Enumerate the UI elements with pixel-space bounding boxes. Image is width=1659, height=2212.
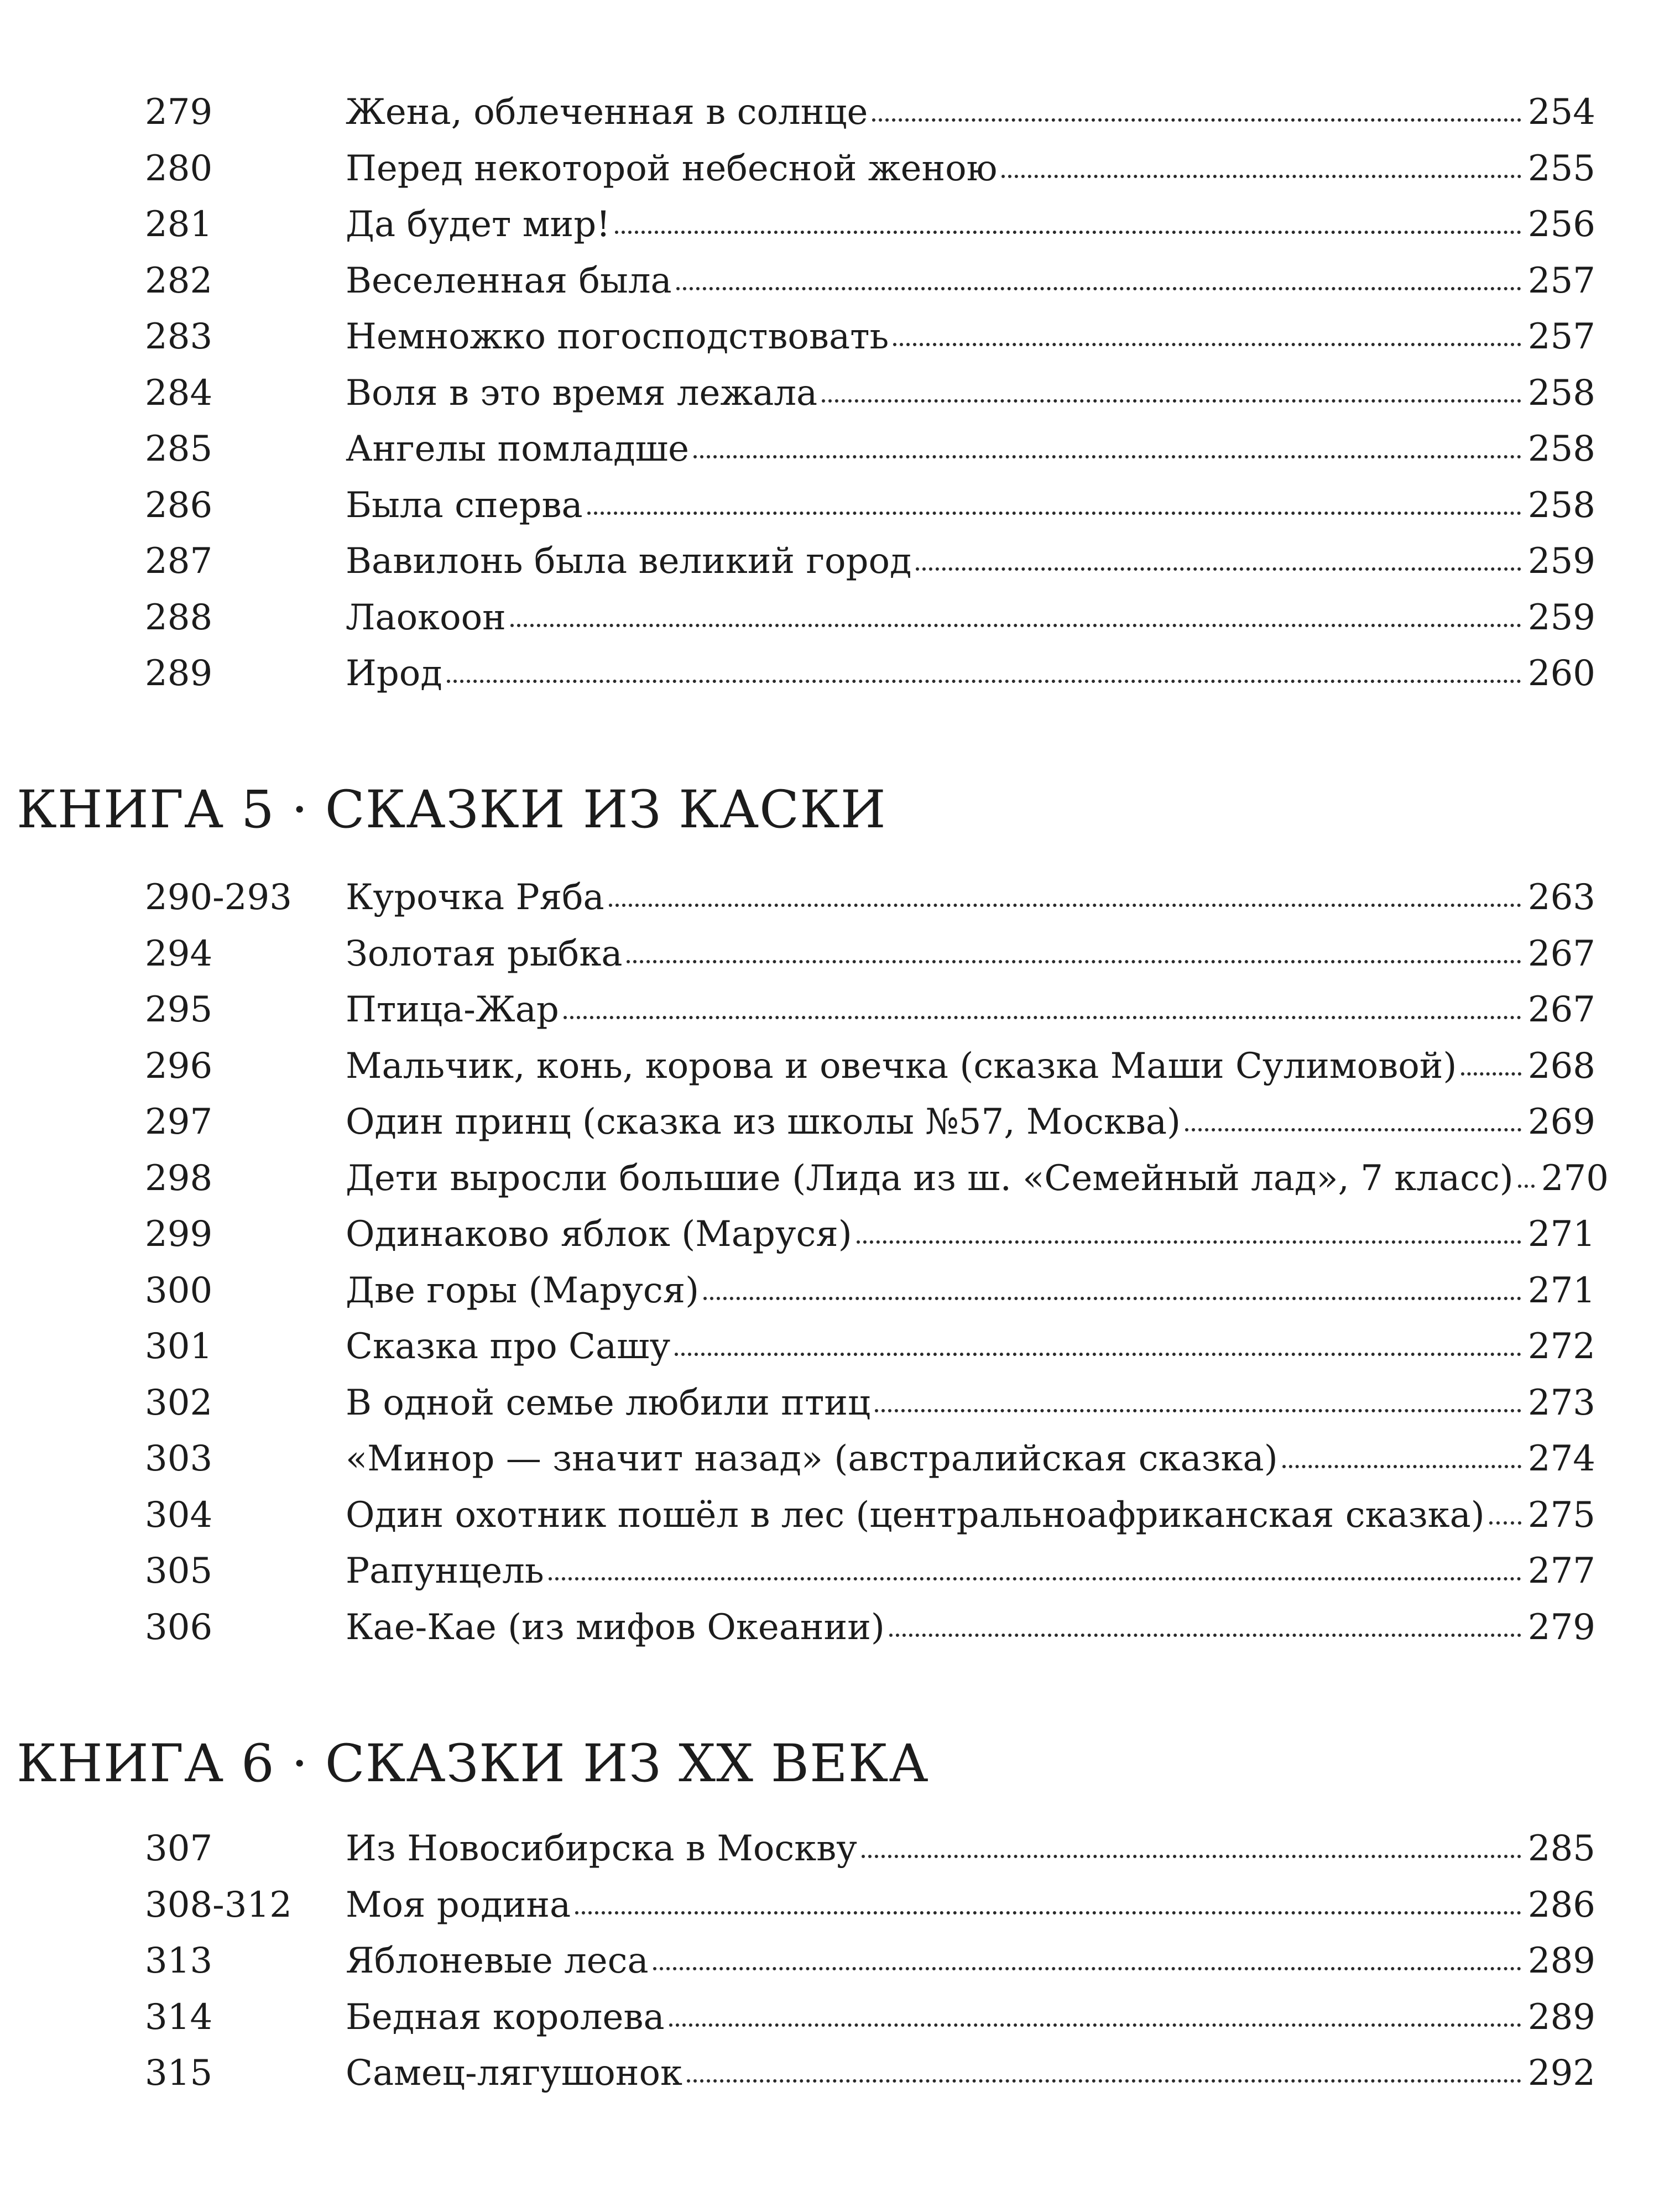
toc-entry[interactable] (0, 534, 1659, 590)
entry-page-number: 260 (1527, 653, 1595, 694)
toc-entry[interactable] (0, 926, 1659, 983)
entry-title: Кае-Кае (из мифов Океании) (346, 1606, 885, 1648)
entry-number: 307 (145, 1828, 213, 1869)
toc-entry[interactable] (0, 2046, 1659, 2102)
dot-leader (564, 1016, 1521, 1019)
toc-entry[interactable] (0, 590, 1659, 646)
entry-title: В одной семье любили птиц (346, 1382, 871, 1423)
entry-title: Ангелы помладше (346, 429, 690, 469)
dot-leader (447, 680, 1521, 683)
entry-title: Самец-лягушонок (346, 2053, 682, 2094)
entry-number: 313 (145, 1940, 213, 1981)
entry-number: 286 (145, 484, 213, 526)
dot-leader (1461, 1072, 1521, 1076)
book6-heading (17, 1731, 929, 1797)
dot-leader (862, 1855, 1521, 1858)
toc-section-continued (0, 85, 1659, 702)
entry-page-number: 257 (1527, 316, 1595, 357)
entry-page-number: 274 (1527, 1438, 1595, 1479)
entry-number: 285 (145, 429, 213, 469)
entry-page-number: 271 (1527, 1270, 1595, 1311)
entry-title: Золотая рыбка (346, 933, 623, 974)
toc-entry[interactable] (0, 85, 1659, 141)
entry-number: 300 (145, 1270, 213, 1311)
entry-number: 298 (145, 1157, 213, 1199)
entry-number: 283 (145, 316, 213, 357)
toc-entry[interactable] (0, 646, 1659, 702)
entry-title: Бедная королева (346, 1996, 665, 2038)
entry-number: 303 (145, 1438, 213, 1479)
dot-leader (675, 1353, 1521, 1356)
dot-leader (676, 287, 1521, 290)
entry-title: Птица-Жар (346, 989, 559, 1030)
dot-leader (693, 455, 1521, 458)
dot-leader (875, 1409, 1521, 1412)
entry-number: 289 (145, 653, 213, 694)
dot-leader (627, 960, 1521, 963)
dot-leader (687, 2079, 1521, 2083)
entry-page-number: 263 (1527, 877, 1595, 918)
toc-entry[interactable] (0, 1039, 1659, 1095)
toc-entry[interactable] (0, 253, 1659, 310)
entry-page-number: 254 (1527, 92, 1595, 133)
entry-page-number: 269 (1527, 1102, 1595, 1142)
toc-entry[interactable] (0, 1488, 1659, 1544)
entry-page-number: 292 (1527, 2053, 1595, 2094)
entry-page-number: 272 (1527, 1326, 1595, 1367)
toc-entry[interactable] (0, 1600, 1659, 1656)
entry-page-number: 255 (1527, 148, 1595, 189)
toc-entry[interactable] (0, 421, 1659, 478)
toc-entry[interactable] (0, 1207, 1659, 1263)
entry-page-number: 258 (1527, 484, 1595, 526)
entry-number: 296 (145, 1045, 213, 1087)
entry-number: 304 (145, 1494, 213, 1536)
book5-heading-book: КНИГА 5 (17, 780, 275, 840)
entry-page-number: 258 (1527, 372, 1595, 414)
toc-entry[interactable] (0, 870, 1659, 926)
entry-page-number: 256 (1527, 204, 1595, 245)
entry-title: Одинаково яблок (Маруся) (346, 1214, 852, 1255)
entry-page-number: 285 (1527, 1828, 1595, 1869)
entry-title: Перед некоторой небесной женою (346, 148, 998, 189)
book6-heading-book: КНИГА 6 (17, 1734, 275, 1794)
entry-title: Рапунцель (346, 1551, 544, 1592)
toc-entry[interactable] (0, 1821, 1659, 1877)
entry-page-number: 267 (1527, 989, 1595, 1030)
book5-heading-title: СКАЗКИ ИЗ КАСКИ (325, 780, 886, 840)
dot-leader (549, 1577, 1521, 1580)
entry-number: 297 (145, 1102, 213, 1142)
entry-page-number: 267 (1527, 933, 1595, 974)
toc-entry[interactable] (0, 366, 1659, 422)
entry-number: 281 (145, 204, 213, 245)
entry-page-number: 270 (1541, 1157, 1609, 1199)
toc-entry[interactable] (0, 141, 1659, 197)
entry-number: 299 (145, 1214, 213, 1255)
entry-title: Веселенная была (346, 260, 672, 301)
toc-entry[interactable] (0, 1094, 1659, 1151)
dot-leader (1001, 175, 1521, 178)
entry-title: Один принц (сказка из школы №57, Москва) (346, 1102, 1181, 1142)
entry-number: 290-293 (145, 877, 292, 918)
entry-title: Яблоневые леса (346, 1940, 649, 1981)
entry-number: 280 (145, 148, 213, 189)
toc-entry[interactable] (0, 1151, 1659, 1207)
entry-number: 314 (145, 1996, 213, 2038)
entry-page-number: 289 (1527, 1996, 1595, 2038)
entry-page-number: 259 (1527, 597, 1595, 638)
entry-page-number: 289 (1527, 1940, 1595, 1981)
dot-leader (669, 2023, 1521, 2027)
toc-entry[interactable] (0, 1431, 1659, 1488)
entry-title: Курочка Ряба (346, 877, 604, 918)
entry-page-number: 279 (1527, 1606, 1595, 1648)
toc-entry[interactable] (0, 478, 1659, 534)
toc-entry[interactable] (0, 309, 1659, 366)
toc-entry[interactable] (0, 982, 1659, 1039)
entry-title: Вавилонь была великий город (346, 541, 912, 582)
toc-entry[interactable] (0, 1319, 1659, 1375)
heading-separator: · (291, 780, 309, 840)
entry-page-number: 273 (1527, 1382, 1595, 1423)
dot-leader (1518, 1185, 1535, 1188)
entry-title: Немножко погосподствовать (346, 316, 889, 357)
toc-entry[interactable] (0, 1933, 1659, 1990)
dot-leader (893, 343, 1521, 346)
entry-number: 295 (145, 989, 213, 1030)
dot-leader (822, 399, 1521, 403)
dot-leader (1185, 1128, 1521, 1131)
dot-leader (889, 1634, 1521, 1637)
entry-page-number: 275 (1527, 1494, 1595, 1536)
entry-number: 315 (145, 2053, 213, 2094)
heading-separator: · (291, 1734, 309, 1794)
entry-number: 287 (145, 541, 213, 582)
entry-page-number: 286 (1527, 1884, 1595, 1926)
dot-leader (1282, 1465, 1521, 1468)
dot-leader (609, 904, 1521, 907)
entry-title: Воля в это время лежала (346, 372, 818, 414)
dot-leader (872, 118, 1521, 122)
entry-number: 306 (145, 1606, 213, 1648)
dot-leader (615, 231, 1521, 234)
toc-entry[interactable] (0, 1263, 1659, 1319)
entry-title: Две горы (Маруся) (346, 1270, 700, 1311)
entry-number: 305 (145, 1551, 213, 1592)
entry-page-number: 271 (1527, 1214, 1595, 1255)
toc-entry[interactable] (0, 1543, 1659, 1600)
entry-number: 282 (145, 260, 213, 301)
entry-title: Ирод (346, 653, 442, 694)
entry-title: Из Новосибирска в Москву (346, 1828, 857, 1869)
entry-title: Жена, облеченная в солнце (346, 92, 868, 133)
entry-title: Мальчик, конь, корова и овечка (сказка Маши Сулимовой) (346, 1045, 1457, 1087)
dot-leader (510, 624, 1521, 627)
entry-title: Один охотник пошёл в лес (центральноафриканская сказка) (346, 1494, 1485, 1536)
toc-entry[interactable] (0, 1877, 1659, 1934)
dot-leader (703, 1297, 1521, 1300)
entry-page-number: 277 (1527, 1551, 1595, 1592)
entry-number: 288 (145, 597, 213, 638)
entry-number: 308-312 (145, 1884, 292, 1926)
dot-leader (857, 1240, 1521, 1244)
entry-page-number: 268 (1527, 1045, 1595, 1087)
entry-title: Была сперва (346, 484, 583, 526)
entry-title: Дети выросли большие (Лида из ш. «Семейный лад», 7 класс) (346, 1157, 1514, 1199)
entry-number: 294 (145, 933, 213, 974)
toc-entry[interactable] (0, 1375, 1659, 1432)
dot-leader (1489, 1521, 1521, 1525)
entry-number: 284 (145, 372, 213, 414)
entry-title: «Минор — значит назад» (австралийская сказка) (346, 1438, 1278, 1479)
entry-title: Моя родина (346, 1884, 571, 1926)
toc-section-book5 (0, 870, 1659, 1656)
dot-leader (653, 1967, 1521, 1970)
dot-leader (587, 512, 1521, 515)
entry-title: Лаокоон (346, 597, 506, 638)
entry-number: 301 (145, 1326, 213, 1367)
entry-title: Сказка про Сашу (346, 1326, 671, 1367)
entry-number: 279 (145, 92, 213, 133)
toc-entry[interactable] (0, 1990, 1659, 2046)
entry-title: Да будет мир! (346, 204, 611, 245)
book5-heading (17, 777, 886, 843)
toc-section-book6 (0, 1821, 1659, 2102)
dot-leader (916, 567, 1521, 571)
entry-page-number: 259 (1527, 541, 1595, 582)
dot-leader (575, 1911, 1521, 1914)
entry-page-number: 257 (1527, 260, 1595, 301)
entry-page-number: 258 (1527, 429, 1595, 469)
entry-number: 302 (145, 1382, 213, 1423)
book6-heading-title: СКАЗКИ ИЗ XX ВЕКА (325, 1734, 929, 1794)
toc-entry[interactable] (0, 197, 1659, 253)
